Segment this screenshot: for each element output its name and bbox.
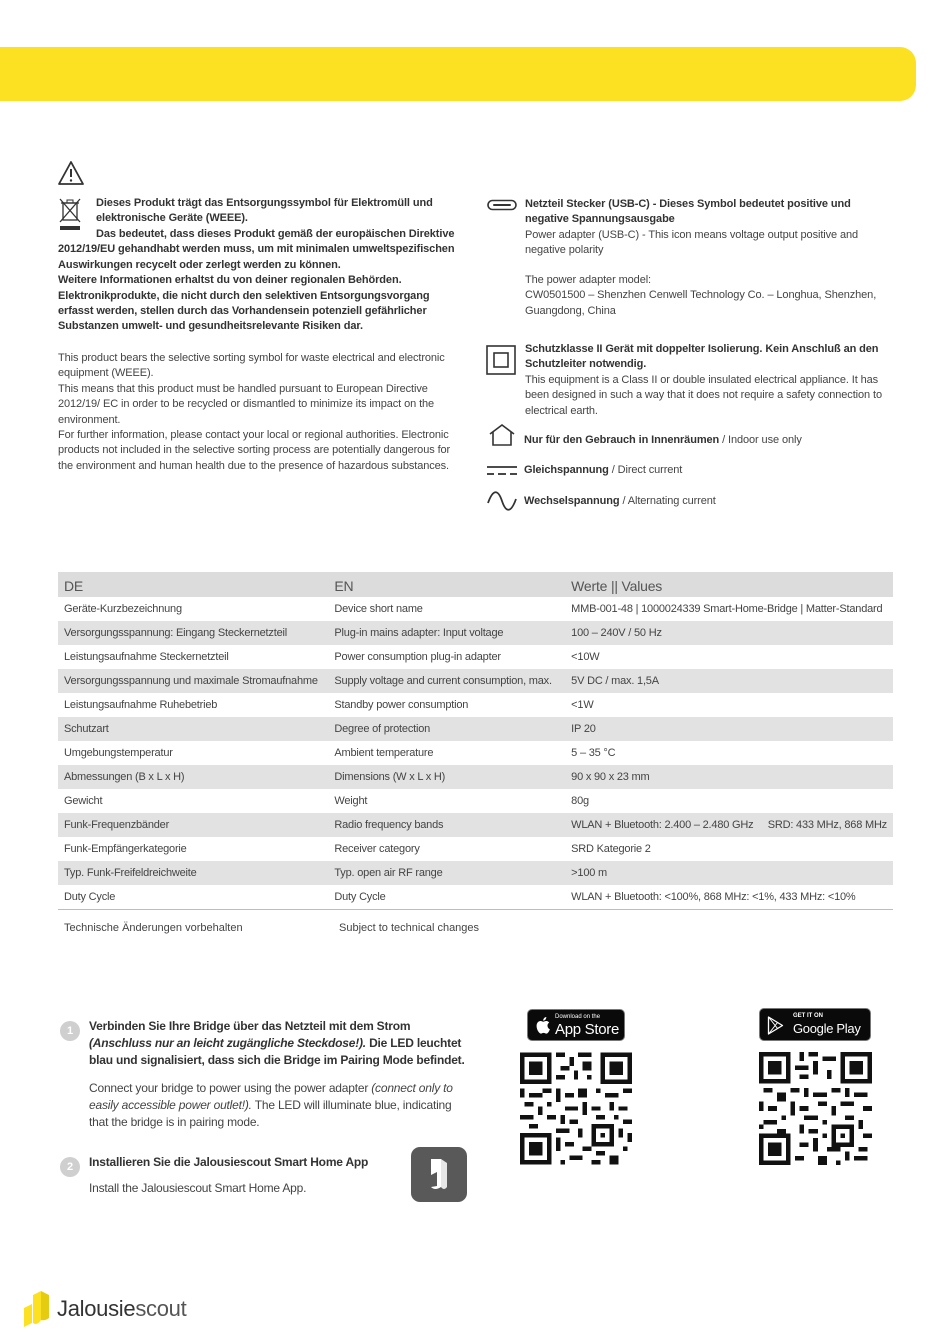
usb-c-en: Power adapter (USB-C) - This icon means voltage output positive and negative polarity [525, 228, 859, 257]
table-row [58, 765, 893, 789]
step-1-en-c: The LED will illuminate blue, indicating that the bridge is in pairing mode. [89, 1098, 452, 1129]
cell-en: Supply voltage and current consumption, max. [328, 669, 565, 693]
table-row [58, 837, 893, 861]
cell-de: Geräte-Kurzbezeichnung [64, 603, 182, 615]
class-ii-text [525, 342, 890, 419]
step-1-de [89, 1018, 469, 1069]
cell-value: 5V DC / max. 1,5A [565, 669, 893, 693]
cell-value: <1W [571, 699, 594, 711]
cell-value: 80g [571, 795, 589, 807]
cell-en: Duty Cycle [328, 885, 565, 909]
cell-de: Umgebungstemperatur [64, 747, 173, 759]
table-row [58, 741, 893, 765]
cell-en: Device short name [334, 603, 423, 615]
cell-de: Leistungsaufnahme Steckernetzteil [64, 651, 229, 663]
step-1-en [89, 1080, 464, 1131]
direct-current-icon [487, 464, 517, 476]
header-band [0, 47, 916, 101]
table-row [58, 693, 893, 717]
indoor-text [524, 433, 802, 448]
cell-en: Radio frequency bands [328, 813, 565, 837]
house-icon [487, 423, 517, 447]
cell-value: <10W [571, 651, 600, 663]
cell-en: Typ. open air RF range [328, 861, 565, 885]
jalousiescout-logo-icon [22, 1290, 52, 1328]
google-play-badge[interactable] [759, 1008, 871, 1041]
table-row [58, 597, 893, 621]
jalousiescout-app-icon[interactable] [411, 1147, 467, 1202]
dc-text [524, 463, 682, 478]
cell-de: Gewicht [64, 795, 103, 807]
cell-value: 90 x 90 x 23 mm [565, 765, 893, 789]
cell-en: Weight [334, 795, 368, 807]
alternating-current-icon [487, 491, 517, 511]
step-2-de: Installieren Sie die Jalousiescout Smart Home App [89, 1155, 369, 1169]
app-store-big-label: App Store [555, 1021, 620, 1038]
cell-en: Receiver category [334, 843, 420, 855]
table-row [58, 717, 893, 741]
indoor-de: Nur für den Gebrauch in Innenräumen [524, 434, 720, 446]
dc-de: Gleichspannung [524, 464, 609, 476]
cell-de: Funk-Frequenzbänder [58, 813, 328, 837]
technical-changes-note-en: Subject to technical changes [339, 922, 480, 934]
weee-en-text [58, 351, 468, 474]
usb-c-icon [487, 198, 517, 210]
google-play-qr-code[interactable] [759, 1052, 872, 1165]
weee-de-body [58, 227, 463, 335]
cell-value: WLAN + Bluetooth: 2.400 – 2.480 GHz SRD: 433 MHz, 868 MHz [565, 813, 893, 837]
header-de: DE [58, 572, 328, 597]
cell-value: 5 – 35 °C [571, 747, 616, 759]
step-1-de-b: (Anschluss nur an leicht zugängliche Steckdose!). [89, 1036, 366, 1050]
step-2-en: Install the Jalousiescout Smart Home App. [89, 1181, 307, 1195]
table-row [58, 789, 893, 813]
weee-de-info-text: Weitere Informationen erhaltst du von deiner regionalen Behörden. [58, 274, 402, 287]
cell-value: 100 – 240V / 50 Hz [565, 621, 893, 645]
cell-de: Leistungsaufnahme Ruhebetrieb [64, 699, 218, 711]
class-ii-icon [486, 345, 516, 375]
cell-en: Dimensions (W x L x H) [328, 765, 565, 789]
cell-de: Versorgungsspannung: Eingang Steckernetzteil [58, 621, 328, 645]
cell-en: Power consumption plug-in adapter [334, 651, 501, 663]
weee-en-2: This means that this product must be handled pursuant to European Directive 2012/19/ EC in order to be recycled or dismantled to minimize its impact on the environment. [58, 382, 435, 426]
cell-de: Versorgungsspannung und maximale Stromaufnahme [58, 669, 328, 693]
table-row [58, 645, 893, 669]
cell-en: Ambient temperature [334, 747, 434, 759]
dc-en: / Direct current [608, 464, 683, 476]
weee-de-body-text: Das bedeutet, dass dieses Produkt gemäß der europäischen Direktive 2012/19/EU gehandhabt werden muss, um mit minimalen umweltspezifischen Auswirkungen recycelt oder zerlegt werden zu können. [58, 228, 455, 271]
spec-table-header [58, 572, 893, 597]
cell-de: Schutzart [58, 717, 328, 741]
indoor-en: / Indoor use only [719, 434, 802, 446]
header-en: EN [328, 572, 565, 597]
cell-de: Duty Cycle [58, 885, 328, 909]
ac-de: Wechselspannung [524, 495, 620, 507]
cell-value: SRD Kategorie 2 [571, 843, 651, 855]
step-1-badge: 1 [60, 1021, 80, 1041]
cell-en: Plug-in mains adapter: Input voltage [328, 621, 565, 645]
technical-changes-note-de: Technische Änderungen vorbehalten [64, 922, 243, 934]
spec-table [58, 572, 893, 910]
usb-c-de: Netzteil Stecker (USB-C) - Dieses Symbol bedeutet positive und negative Spannungsausgabe [525, 198, 851, 226]
brand-name-b: scout [135, 1296, 187, 1321]
cell-value: WLAN + Bluetooth: <100%, 868 MHz: <1%, 433 MHz: <10% [565, 885, 893, 909]
header-values: Werte || Values [565, 572, 893, 597]
brand-name-a: Jalousie [57, 1296, 136, 1321]
brand-logotype [57, 1296, 186, 1322]
table-row [58, 885, 893, 909]
google-play-small-label: GET IT ON [793, 1013, 823, 1019]
app-store-badge[interactable] [527, 1009, 625, 1041]
cell-de: Funk-Empfängerkategorie [64, 843, 187, 855]
step-1-en-a: Connect your bridge to power using the power adapter [89, 1081, 372, 1095]
weee-de-risk-text: Elektronikprodukte, die nicht durch den selektiven Entsorgungsvorgang erfasst werden, stellen durch das Vorhandensein potenziell gefährlicher Substanzen umwelt- und gesundheitsrelevante Risiken dar. [58, 289, 430, 333]
cell-en: Standby power consumption [334, 699, 469, 711]
table-row [58, 861, 893, 885]
cell-value: MMB-001-48 | 1000024339 Smart-Home-Bridge | Matter-Standard [571, 603, 883, 615]
weee-en-3: For further information, please contact your local or regional authorities. Electronic products not included in the selective sorting process are potentially dangerous for the environment and human health due to the presence of hazardous substances. [58, 429, 451, 472]
table-row [58, 621, 893, 645]
step-1-de-a: Verbinden Sie Ihre Bridge über das Netzteil mit dem Strom [89, 1019, 411, 1033]
warning-icon [57, 160, 85, 186]
step-2-badge: 2 [60, 1157, 80, 1177]
ac-text [524, 494, 716, 509]
class-ii-de: Schutzklasse II Gerät mit doppelter Isolierung. Kein Anschluß an den Schutzleiter notwendig. [525, 343, 879, 371]
step-1-en-b: (connect only to easily accessible power outlet!). [89, 1081, 453, 1112]
cell-value: >100 m [565, 861, 893, 885]
class-ii-en: This equipment is a Class II or double insulated electrical appliance. It has been designed in such a way that it does not require a safety connection to electrical earth. [525, 373, 882, 417]
cell-de: Typ. Funk-Freifeldreichweite [58, 861, 328, 885]
usb-c-text [525, 197, 890, 259]
table-row [58, 813, 893, 837]
apple-icon [536, 1016, 550, 1034]
cell-de: Abmessungen (B x L x H) [58, 765, 328, 789]
step-1-de-c: Die LED leuchtet blau und signalisiert, dass sich die Bridge im Pairing Mode befindet. [89, 1036, 465, 1067]
weee-de-intro: Dieses Produkt trägt das Entsorgungssymbol für Elektromüll und elektronische Geräte (WEEE). [96, 197, 433, 225]
google-play-big-label: Google Play [793, 1021, 861, 1036]
weee-en-1: This product bears the selective sorting symbol for waste electrical and electronic equipment (WEEE). [58, 352, 445, 380]
ac-en: / Alternating current [619, 495, 716, 507]
table-row [58, 669, 893, 693]
adapter-model: CW0501500 – Shenzhen Cenwell Technology Co. – Longhua, Shenzhen, Guangdong, China [525, 289, 877, 317]
cell-en: Degree of protection [328, 717, 565, 741]
cell-value: IP 20 [565, 717, 893, 741]
adapter-label: The power adapter model: [525, 274, 652, 286]
play-icon [767, 1016, 784, 1035]
adapter-info [525, 273, 890, 319]
app-store-qr-code[interactable] [520, 1052, 632, 1165]
app-store-small-label: Download on the [555, 1014, 601, 1020]
